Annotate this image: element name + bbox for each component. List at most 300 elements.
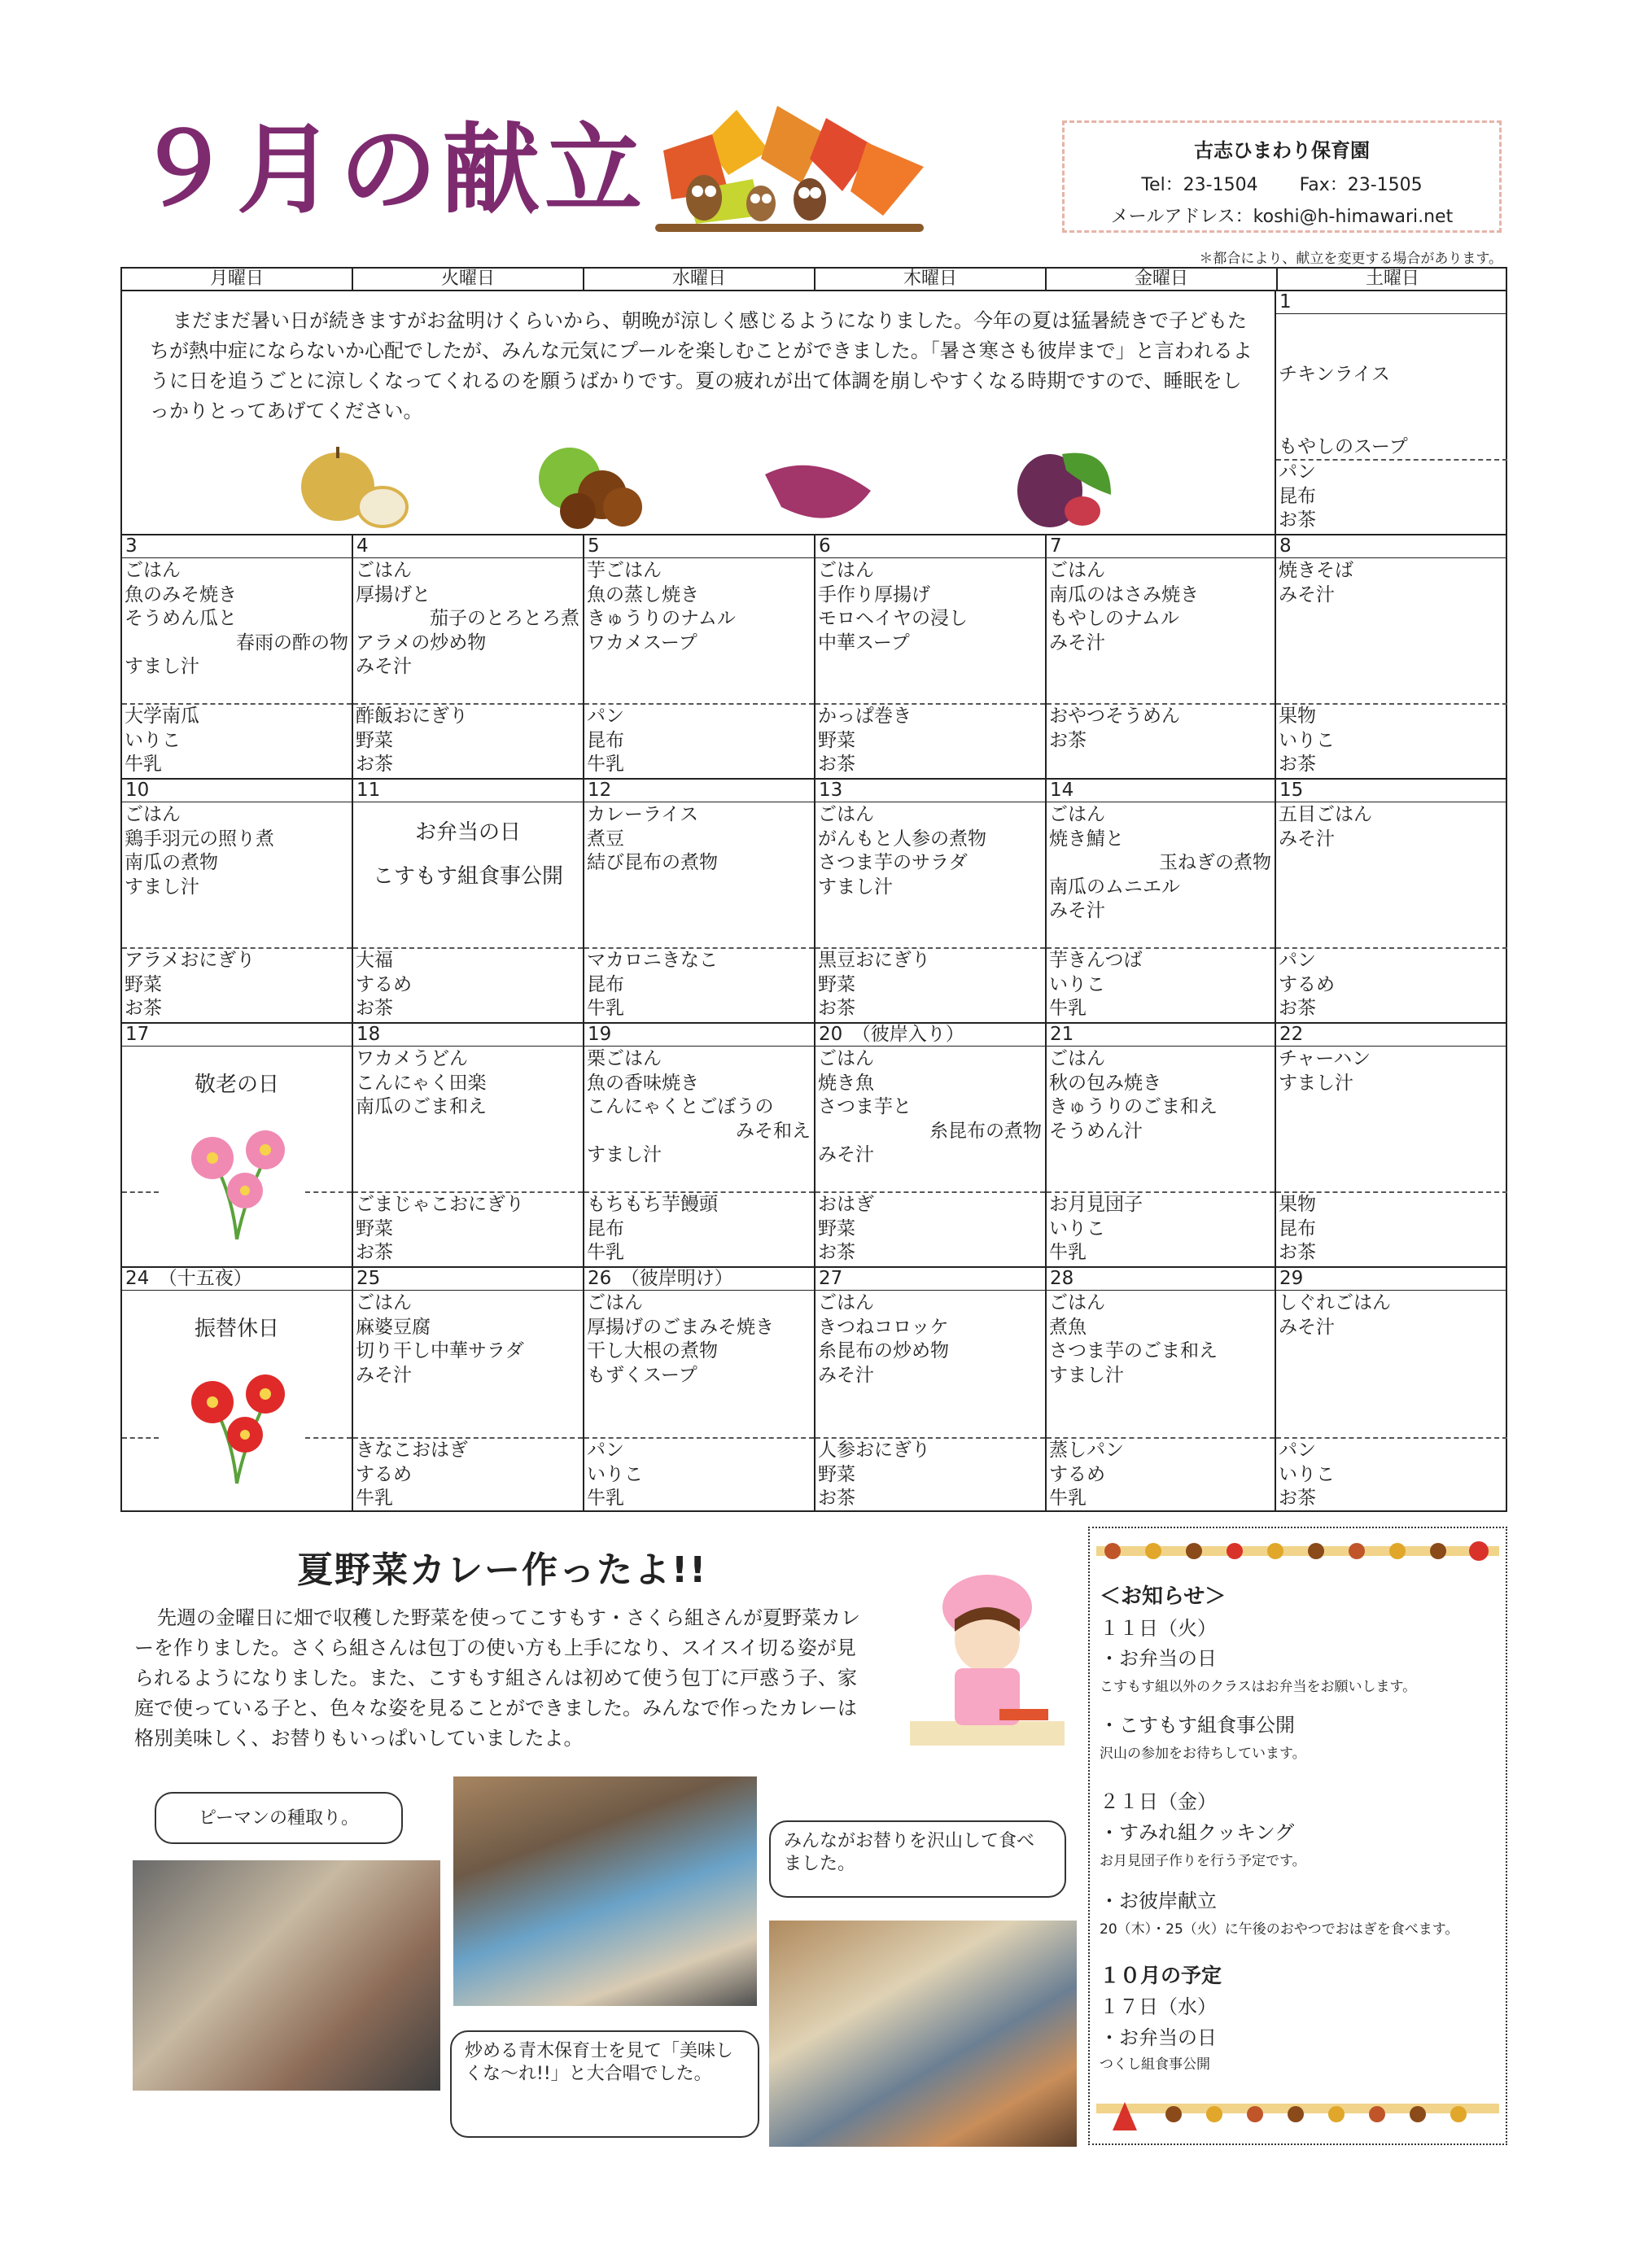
lunch-item: すまし汁 — [1049, 1364, 1124, 1386]
snack-divider — [122, 1437, 159, 1512]
date: 8 — [1276, 535, 1507, 558]
lunch-item: 秋の包み焼き — [1049, 1072, 1161, 1094]
bento-day-label: お弁当の日 — [414, 820, 521, 845]
snack-item: お茶 — [818, 998, 855, 1019]
snack-item: お茶 — [125, 998, 162, 1019]
date: 11 — [353, 780, 583, 802]
lunch-menu — [1276, 1047, 1507, 1095]
lunch-item: すまし汁 — [125, 656, 199, 677]
day-cell — [1047, 780, 1276, 1024]
date: 4 — [353, 535, 583, 558]
photo-cooking-curry — [453, 1776, 757, 2006]
change-notice: ＊都合により、献立を変更する場合があります。 — [1199, 251, 1502, 267]
snack-item: 野菜 — [818, 973, 855, 995]
day-cell — [1276, 1024, 1507, 1268]
snack-item: 昆布 — [587, 1217, 624, 1239]
lunch-menu — [353, 1047, 583, 1120]
day-cell — [353, 535, 584, 780]
girl-cooking-illustration — [902, 1562, 1073, 1754]
lunch-item: すまし汁 — [125, 876, 199, 898]
leaf-border-top — [1096, 1535, 1499, 1567]
lunch-item: もやしのナムル — [1049, 608, 1179, 629]
date: 1 — [1276, 291, 1507, 314]
snack-menu — [1047, 1437, 1275, 1512]
lunch-menu — [1047, 559, 1275, 655]
snack-item: 大福 — [356, 950, 393, 971]
lunch-item: すまし汁 — [587, 1144, 662, 1165]
snack-item: ごまじゃこおにぎり — [356, 1194, 524, 1215]
photo-eating-lunch — [769, 1921, 1077, 2147]
snack-menu — [122, 703, 352, 778]
snack-item: 牛乳 — [1049, 1242, 1087, 1263]
leaf-border-bottom — [1096, 2094, 1499, 2135]
snack-item: 人参おにぎり — [818, 1440, 930, 1461]
lunch-item: 干し大根の煮物 — [587, 1340, 718, 1361]
lunch-item: 焼きそば — [1279, 560, 1353, 581]
snack-menu — [1276, 459, 1507, 534]
snack-item: お茶 — [1049, 729, 1087, 751]
snack-item: するめ — [1279, 973, 1335, 995]
date: 29 — [1276, 1268, 1507, 1291]
lunch-item: 春雨の酢の物 — [236, 631, 348, 653]
pear-icon — [289, 442, 419, 531]
snack-menu — [584, 703, 814, 778]
lunch-item: ごはん — [356, 1292, 412, 1313]
lunch-item: 結び昆布の煮物 — [587, 852, 718, 873]
day-cell — [122, 1268, 353, 1512]
date: 6 — [816, 535, 1045, 558]
day-cell — [816, 1268, 1047, 1512]
lunch-menu — [1047, 1291, 1275, 1387]
lunch-item: モロヘイヤの浸し — [818, 608, 968, 629]
snack-divider — [305, 1437, 352, 1512]
notice-sumire: ・すみれ組クッキング — [1100, 1821, 1295, 1844]
lunch-item: ごはん — [818, 1292, 874, 1313]
snack-item: お茶 — [818, 1488, 855, 1509]
snack-menu — [1276, 1437, 1507, 1512]
lunch-item: ごはん — [125, 804, 181, 825]
fig-icon — [1005, 438, 1119, 535]
snack-divider — [305, 1191, 352, 1266]
menu-calendar — [120, 267, 1507, 1512]
snack-menu — [353, 1191, 583, 1266]
day-cell — [816, 1024, 1047, 1268]
lunch-item: 中華スープ — [818, 631, 910, 653]
lunch-item: 糸昆布の煮物 — [929, 1120, 1042, 1142]
lunch-item: みそ汁 — [1049, 631, 1105, 653]
lunch-item: みそ汁 — [1279, 1316, 1335, 1338]
lunch-item: すまし汁 — [818, 876, 893, 898]
lunch-item: みそ汁 — [1279, 583, 1335, 605]
lunch-item: ワカメスープ — [587, 631, 697, 653]
day-cell — [122, 780, 353, 1024]
notice-higan: ・お彼岸献立 — [1100, 1890, 1217, 1912]
day-cell — [1276, 780, 1507, 1024]
snack-item: おやつそうめん — [1049, 706, 1180, 727]
date: 26 （彼岸明け） — [584, 1268, 814, 1291]
snack-item: パン — [587, 1440, 624, 1461]
lunch-item: すまし汁 — [1279, 1072, 1353, 1094]
day-cell — [353, 1024, 584, 1268]
notice-bento-note: こすもす組以外のクラスはお弁当をお願いします。 — [1100, 1679, 1417, 1695]
day-cell — [1047, 1024, 1276, 1268]
lunch-item: こんにゃく田楽 — [356, 1072, 487, 1094]
day-cell — [1047, 535, 1276, 780]
snack-item: いりこ — [125, 729, 181, 751]
lunch-item: みそ汁 — [818, 1364, 874, 1386]
day-cell — [584, 1268, 816, 1512]
lunch-menu — [353, 559, 583, 680]
snack-menu — [353, 947, 583, 1022]
snack-item: お茶 — [356, 754, 393, 775]
snack-menu — [353, 703, 583, 778]
day-cell — [353, 780, 584, 1024]
lunch-item: チャーハン — [1279, 1048, 1371, 1069]
notice-bento: ・お弁当の日 — [1100, 1647, 1217, 1670]
lunch-menu — [122, 803, 352, 899]
date: 20 （彼岸入り） — [816, 1024, 1045, 1047]
snack-item: パン — [587, 706, 624, 727]
snack-item: 野菜 — [125, 973, 162, 995]
date: 3 — [122, 535, 352, 558]
snack-menu — [353, 1437, 583, 1512]
snack-item: お茶 — [1279, 509, 1316, 531]
photo-seed-removal — [133, 1860, 440, 2091]
lunch-item: ごはん — [818, 560, 874, 581]
snack-menu — [584, 947, 814, 1022]
intro-message — [122, 291, 1276, 535]
date: 25 — [353, 1268, 583, 1291]
snack-item: お茶 — [1279, 1242, 1316, 1263]
lunch-item: カレーライス — [587, 804, 699, 825]
lunch-menu — [1047, 803, 1275, 924]
lunch-item: こんにゃくとごぼうの — [587, 1096, 774, 1117]
snack-item: 果物 — [1279, 1194, 1316, 1215]
snack-item: いりこ — [1279, 1463, 1335, 1485]
snack-item: 酢飯おにぎり — [356, 706, 468, 727]
day-cell-1 — [1276, 291, 1507, 535]
date: 24 （十五夜） — [122, 1268, 352, 1291]
lunch-item: ごはん — [818, 804, 874, 825]
snack-item: するめ — [1049, 1463, 1105, 1485]
email: メールアドレス：koshi@h-himawari.net — [1110, 207, 1454, 227]
snack-item: 牛乳 — [1049, 998, 1087, 1019]
lunch-item: 煮豆 — [587, 828, 624, 850]
date: 22 — [1276, 1024, 1507, 1047]
snack-item: かっぱ巻き — [818, 706, 912, 727]
lunch-menu — [1276, 1291, 1507, 1339]
lunch-menu — [353, 1291, 583, 1387]
snack-menu — [122, 947, 352, 1022]
day-cell — [353, 1268, 584, 1512]
sweet-potato-icon — [757, 450, 879, 535]
day-header-wed: 水曜日 — [584, 269, 816, 291]
lunch-item: さつま芋と — [818, 1096, 912, 1117]
lunch-item: 南瓜のごま和え — [356, 1096, 487, 1117]
lunch-item: 五目ごはん — [1279, 804, 1372, 825]
snack-item: 野菜 — [818, 1463, 855, 1485]
snack-item: お茶 — [1279, 998, 1316, 1019]
snack-item: 牛乳 — [587, 754, 624, 775]
snack-item: パン — [1279, 950, 1316, 971]
org-name: 古志ひまわり保育園 — [1194, 139, 1370, 162]
date: 12 — [584, 780, 814, 802]
date: 17 — [122, 1024, 352, 1047]
notice-heading: ＜お知らせ＞ — [1100, 1584, 1227, 1609]
article-title: 夏野菜カレー作ったよ!! — [297, 1549, 708, 1591]
lunch-menu — [816, 803, 1045, 899]
snack-item: お茶 — [356, 1242, 393, 1263]
lunch-menu — [1047, 1047, 1275, 1143]
lunch-item: さつま芋のごま和え — [1049, 1340, 1218, 1361]
holiday-name: 敬老の日 — [194, 1073, 279, 1097]
snack-item: 昆布 — [587, 729, 624, 751]
snack-item: お茶 — [818, 754, 855, 775]
lunch-item: 厚揚げのごまみそ焼き — [587, 1316, 774, 1338]
date: 15 — [1276, 780, 1507, 802]
snack-item: アラメおにぎり — [125, 950, 256, 971]
autumn-leaves-owls-illustration — [639, 102, 932, 252]
lunch-item: ごはん — [818, 1048, 874, 1069]
bubble-pepper: ピーマンの種取り。 — [155, 1792, 403, 1844]
snack-menu — [1276, 947, 1507, 1022]
snack-menu — [584, 1437, 814, 1512]
snack-item: いりこ — [587, 1463, 643, 1485]
snack-item: 野菜 — [818, 1217, 855, 1239]
lunch-item: 焼き鯖と — [1049, 828, 1124, 850]
spider-lily-icon — [168, 1353, 306, 1492]
snack-item: するめ — [356, 973, 412, 995]
snack-item: 野菜 — [356, 1217, 393, 1239]
lunch-menu — [584, 1047, 814, 1168]
fax: Fax：23-1505 — [1299, 175, 1423, 195]
day-cell — [584, 535, 816, 780]
lunch-item: ワカメうどん — [356, 1048, 468, 1069]
lunch-item: 魚の蒸し焼き — [587, 583, 699, 605]
snack-item: いりこ — [1279, 729, 1335, 751]
lunch-item: 鶏手羽元の照り煮 — [125, 828, 274, 850]
lunch-item: みそ和え — [736, 1120, 811, 1142]
article-body: 先週の金曜日に畑で収穫した野菜を使ってこすもす・さくら組さんが夏野菜カレーを作りました。さくら組さんは包丁の使い方も上手になり、スイスイ切る姿が見られるようになりました。また、こすもす組さんは初めて使う包丁に戸惑う子、家庭で使っている子と、色々な姿を見ることができました。みんなで作ったカレーは格別美味しく、お替りもいっぱいしていましたよ。 — [134, 1606, 860, 1750]
date: 28 — [1047, 1268, 1275, 1291]
snack-item: お茶 — [356, 998, 393, 1019]
lunch-item: もずくスープ — [587, 1364, 697, 1386]
day-cell — [584, 1024, 816, 1268]
snack-item: するめ — [356, 1463, 412, 1485]
lunch-item: アラメの炒め物 — [356, 631, 487, 653]
snack-menu — [1047, 703, 1275, 778]
snack-item: おはぎ — [818, 1194, 874, 1215]
lunch-item: もやしのスープ — [1279, 435, 1408, 457]
date: 19 — [584, 1024, 814, 1047]
snack-menu — [1276, 703, 1507, 778]
day-cell — [584, 780, 816, 1024]
day-cell — [122, 535, 353, 780]
holiday-name: 振替休日 — [194, 1317, 279, 1341]
lunch-item: そうめん瓜と — [125, 608, 237, 629]
lunch-item: みそ汁 — [356, 1364, 412, 1386]
lunch-item: ごはん — [587, 1292, 643, 1313]
snack-item: 牛乳 — [356, 1488, 393, 1509]
snack-menu — [584, 1191, 814, 1266]
lunch-item: 煮魚 — [1049, 1316, 1087, 1338]
lunch-item: 芋ごはん — [587, 560, 662, 581]
bubble-seconds: みんながお替りを沢山して食べました。 — [769, 1820, 1066, 1898]
lunch-item: ごはん — [1049, 560, 1105, 581]
snack-item: 野菜 — [818, 729, 855, 751]
lunch-item: しぐれごはん — [1279, 1292, 1391, 1313]
snack-item: 大学南瓜 — [125, 706, 199, 727]
lunch-menu — [584, 803, 814, 876]
snack-item: お茶 — [1279, 1488, 1316, 1509]
date: 21 — [1047, 1024, 1275, 1047]
cosmos-flower-icon — [168, 1109, 306, 1248]
snack-item: 牛乳 — [587, 998, 624, 1019]
snack-item: いりこ — [1049, 973, 1105, 995]
lunch-item: みそ汁 — [818, 1144, 874, 1165]
date: 10 — [122, 780, 352, 802]
tel: Tel：23-1504 — [1141, 175, 1258, 195]
snack-menu — [1276, 1191, 1507, 1266]
chestnut-icon — [533, 438, 647, 535]
lunch-item: 魚のみそ焼き — [125, 583, 237, 605]
lunch-menu — [816, 1047, 1045, 1168]
day-cell — [816, 535, 1047, 780]
day-header-thu: 木曜日 — [816, 269, 1047, 291]
snack-item: 昆布 — [587, 973, 624, 995]
snack-item: お茶 — [1279, 754, 1316, 775]
lunch-item: 厚揚げと — [356, 583, 431, 605]
notice-bento-oct: ・お弁当の日 — [1100, 2026, 1217, 2049]
lunch-item: 南瓜のムニエル — [1049, 876, 1180, 898]
lunch-item: 焼き魚 — [818, 1072, 874, 1094]
lunch-item: 魚の香味焼き — [587, 1072, 699, 1094]
day-header-tue: 火曜日 — [353, 269, 584, 291]
lunch-item: ごはん — [1049, 1292, 1105, 1313]
date: 5 — [584, 535, 814, 558]
snack-item: 黒豆おにぎり — [818, 950, 930, 971]
snack-menu — [816, 1191, 1045, 1266]
lunch-item: 切り干し中華サラダ — [356, 1340, 524, 1361]
date: 18 — [353, 1024, 583, 1047]
lunch-item: 南瓜の煮物 — [125, 852, 218, 873]
day-cell — [816, 780, 1047, 1024]
snack-item: 蒸しパン — [1049, 1440, 1124, 1461]
lunch-item: 手作り厚揚げ — [818, 583, 930, 605]
snack-item: 昆布 — [1279, 1217, 1316, 1239]
day-header-sat: 土曜日 — [1278, 269, 1507, 291]
notice-sumire-note: お月見団子作りを行う予定です。 — [1100, 1853, 1306, 1869]
lunch-item: 麻婆豆腐 — [356, 1316, 431, 1338]
notice-cosmos-note: 沢山の参加をお待ちしています。 — [1100, 1746, 1306, 1762]
lunch-item: 玉ねぎの煮物 — [1159, 852, 1271, 873]
contact-box — [1062, 120, 1502, 233]
lunch-item: そうめん汁 — [1049, 1120, 1143, 1142]
lunch-item: きゅうりのナムル — [587, 608, 736, 629]
day-header-fri: 金曜日 — [1047, 269, 1278, 291]
lunch-item: ごはん — [1049, 1048, 1105, 1069]
date: 14 — [1047, 780, 1275, 802]
bubble-cooking: 炒める青木保育士を見て「美味しくな～れ!!」と大合唱でした。 — [450, 2030, 759, 2138]
lunch-menu — [584, 1291, 814, 1387]
notice-date-17: １７日（水） — [1100, 1995, 1217, 2018]
snack-item: きなこおはぎ — [356, 1440, 468, 1461]
lunch-item: ごはん — [125, 560, 181, 581]
snack-item: 果物 — [1279, 706, 1316, 727]
lunch-item: みそ汁 — [1279, 828, 1335, 850]
day-header-mon: 月曜日 — [122, 269, 353, 291]
phone-line — [1065, 171, 1499, 196]
day-cell — [1276, 535, 1507, 780]
notice-tsukushi: つくし組食事公開 — [1100, 2056, 1210, 2073]
snack-item: お月見団子 — [1049, 1194, 1143, 1215]
lunch-menu — [1276, 559, 1507, 607]
intro-text: まだまだ暑い日が続きますがお盆明けくらいから、朝晩が涼しく感じるようになりました。今年の夏は猛暑続きで子どもたちが熱中症にならないか心配でしたが、みんな元気にプールを楽しむことができました。「暑さ寒さも彼岸まで」と言われるように日を追うごとに涼しくなってくれるのを願うばかりです。夏の疲れが出て体調を崩しやすくなる時期ですので、睡眠をしっかりとってあげてください。 — [150, 309, 1253, 422]
snack-item: パン — [1279, 461, 1316, 483]
date: 13 — [816, 780, 1045, 802]
notice-date-11: １１日（火） — [1100, 1617, 1217, 1640]
notice-box — [1088, 1527, 1507, 2145]
snack-item: 牛乳 — [587, 1488, 624, 1509]
lunch-item: みそ汁 — [356, 656, 412, 677]
lunch-item: ごはん — [356, 560, 412, 581]
snack-menu — [816, 1437, 1045, 1512]
lunch-menu — [584, 559, 814, 655]
lunch-menu — [816, 1291, 1045, 1387]
notice-cosmos: ・こすもす組食事公開 — [1100, 1714, 1295, 1737]
day-cell — [1276, 1268, 1507, 1512]
lunch-item: 栗ごはん — [587, 1048, 662, 1069]
lunch-menu — [1276, 803, 1507, 851]
lunch-item: チキンライス — [1279, 364, 1390, 385]
cosmos-open-meal-label: こすもす組食事公開 — [372, 864, 563, 889]
snack-item: パン — [1279, 1440, 1316, 1461]
day-cell — [1047, 1268, 1276, 1512]
snack-menu — [816, 703, 1045, 778]
lunch-menu — [816, 559, 1045, 655]
lunch-item: 茄子のとろとろ煮 — [430, 608, 579, 629]
snack-item: お茶 — [818, 1242, 855, 1263]
snack-item: 野菜 — [356, 729, 393, 751]
snack-menu — [816, 947, 1045, 1022]
snack-item: 牛乳 — [587, 1242, 624, 1263]
lunch-item: きつねコロッケ — [818, 1316, 949, 1338]
snack-menu — [1047, 1191, 1275, 1266]
snack-item: いりこ — [1049, 1217, 1105, 1239]
snack-item: 芋きんつば — [1049, 950, 1143, 971]
lunch-menu — [122, 559, 352, 680]
lunch-item: みそ汁 — [1049, 900, 1105, 921]
lunch-item: がんもと人参の煮物 — [818, 828, 986, 850]
lunch-item: 南瓜のはさみ焼き — [1049, 583, 1199, 605]
october-heading: １０月の予定 — [1100, 1964, 1222, 1987]
day-cell — [122, 1024, 353, 1268]
snack-divider — [122, 1191, 159, 1266]
date: 7 — [1047, 535, 1275, 558]
lunch-item: さつま芋のサラダ — [818, 852, 968, 873]
snack-item: 牛乳 — [125, 754, 162, 775]
date: 27 — [816, 1268, 1045, 1291]
lunch-item: きゅうりのごま和え — [1049, 1096, 1218, 1117]
notice-date-21: ２１日（金） — [1100, 1790, 1217, 1813]
page-title: ９月の献立 — [134, 114, 647, 227]
snack-item: 昆布 — [1279, 485, 1316, 507]
snack-item: もちもち芋饅頭 — [587, 1194, 718, 1215]
snack-item: マカロニきなこ — [587, 950, 718, 971]
lunch-item: ごはん — [1049, 804, 1105, 825]
snack-menu — [1047, 947, 1275, 1022]
snack-item: 牛乳 — [1049, 1488, 1087, 1509]
